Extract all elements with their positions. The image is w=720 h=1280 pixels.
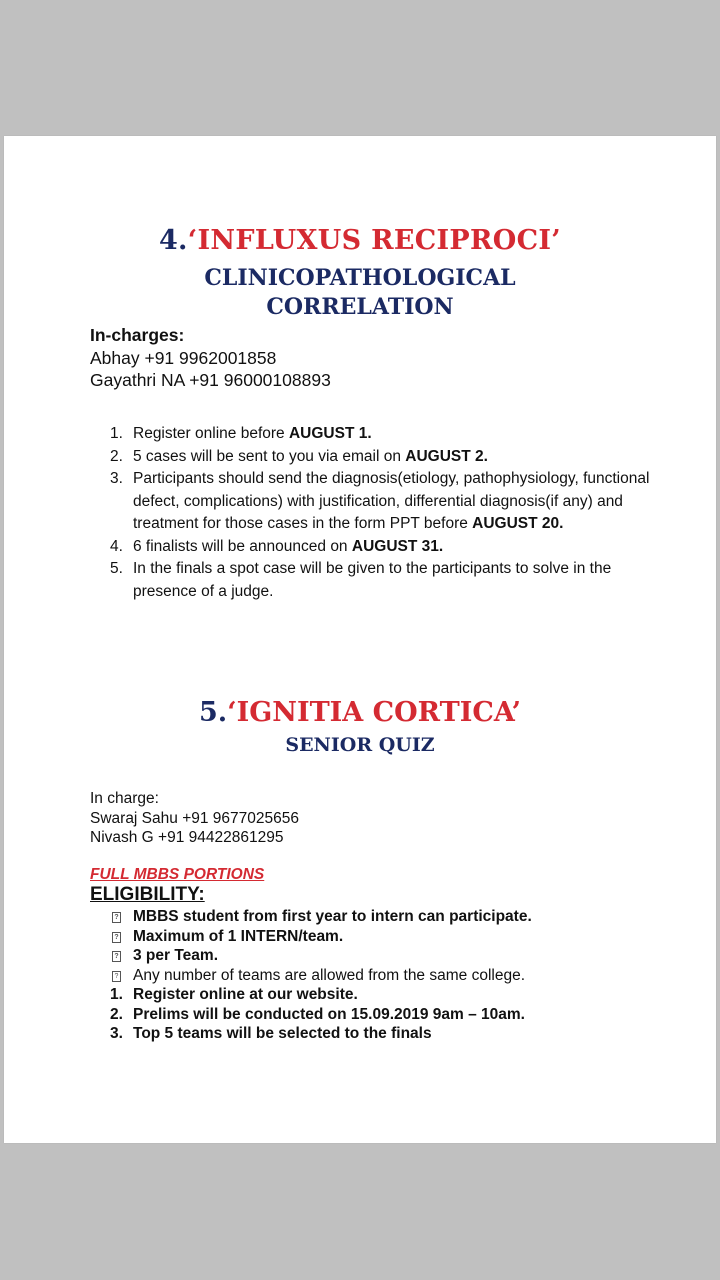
list-item: ? Maximum of 1 INTERN/team.	[90, 927, 532, 947]
list-item: 1. Register online before AUGUST 1.	[110, 425, 372, 442]
list-item: ? MBBS student from first year to intern can participate.	[90, 907, 532, 927]
list-item: 5. In the finals a spot case will be given to the participants to solve in the presence of a judge.	[110, 560, 612, 600]
section4-steps	[90, 423, 650, 603]
section4-subtitle-line1: CLINICOPATHOLOGICAL	[204, 265, 516, 291]
missing-glyph-bullet-icon: ?	[112, 932, 121, 943]
list-item: 2. Prelims will be conducted on 15.09.2019 9am – 10am.	[110, 1005, 525, 1023]
missing-glyph-bullet-icon: ?	[112, 912, 121, 923]
incharge-label: In charge:	[90, 790, 159, 807]
eligibility-list	[90, 907, 532, 1044]
section4-subtitle-line2: CORRELATION	[266, 294, 454, 320]
section5-name: ‘IGNITIA CORTICA’	[227, 697, 521, 728]
section4-number: 4.	[158, 225, 188, 256]
section4-incharges	[90, 324, 331, 392]
missing-glyph-bullet-icon: ?	[112, 971, 121, 982]
section4-title	[4, 225, 716, 256]
contact: Swaraj Sahu +91 9677025656	[90, 809, 299, 827]
incharges-label: In-charges:	[90, 325, 185, 345]
portions-note: FULL MBBS PORTIONS	[90, 866, 265, 883]
section5-number: 5.	[199, 697, 228, 728]
list-item: 4. 6 finalists will be announced on AUGUST 31.	[110, 537, 444, 555]
contact: Gayathri NA +91 96000108893	[90, 370, 331, 390]
contact: Nivash G +91 94422861295	[90, 829, 284, 846]
eligibility-heading: ELIGIBILITY:	[90, 884, 205, 905]
list-item: 2. 5 cases will be sent to you via email on AUGUST 2.	[110, 447, 488, 465]
list-item: 3. Top 5 teams will be selected to the finals	[110, 1025, 432, 1042]
missing-glyph-bullet-icon: ?	[112, 951, 121, 962]
list-item: ? Any number of teams are allowed from the same college.	[90, 966, 532, 986]
document-page	[4, 136, 716, 1143]
contact: Abhay +91 9962001858	[90, 347, 277, 368]
list-item: ? 3 per Team.	[90, 946, 532, 966]
section4-name: ‘INFLUXUS RECIPROCI’	[187, 225, 562, 256]
section5-incharges	[90, 789, 299, 848]
list-item: 3. Participants should send the diagnosis(etiology, pathophysiology, functional defect, complications) with justification, differential diagnosis(if any) and treatment for those cases in the form PPT before AUGUST 20.	[110, 470, 650, 532]
section5-title	[4, 697, 716, 728]
list-item: 1. Register online at our website.	[110, 986, 358, 1003]
section5-subtitle: SENIOR QUIZ	[285, 734, 435, 756]
